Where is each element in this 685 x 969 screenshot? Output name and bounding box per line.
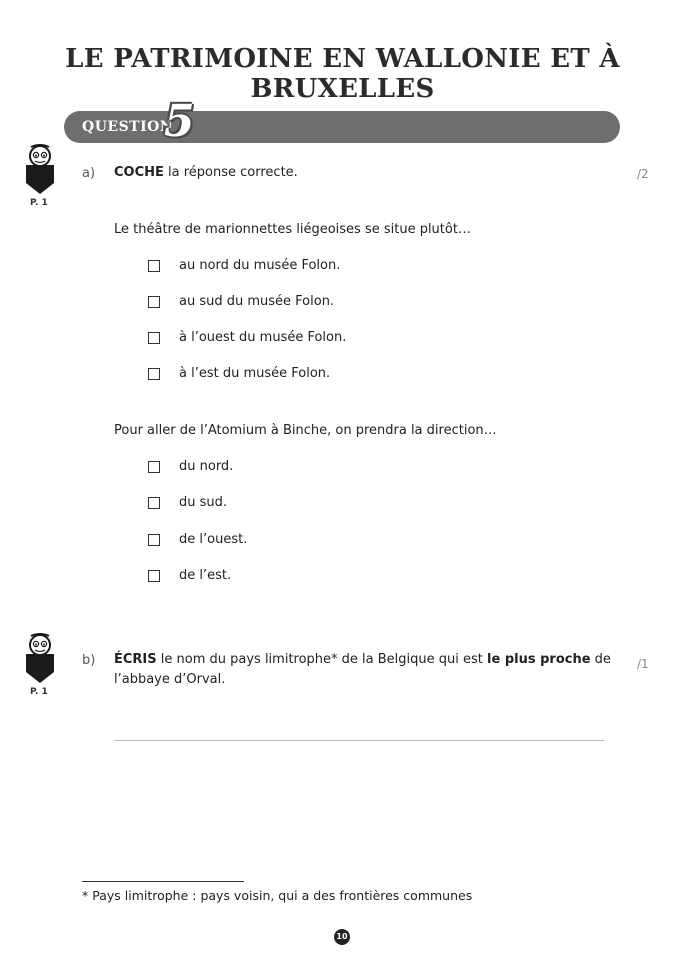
footnote: * Pays limitrophe : pays voisin, qui a des frontières communes — [82, 888, 473, 903]
checkbox[interactable] — [148, 260, 160, 272]
q1-option-3[interactable]: à l’ouest du musée Folon. — [148, 330, 346, 345]
reading-mascot-icon — [23, 632, 57, 684]
q1-option-2[interactable]: au sud du musée Folon. — [148, 294, 334, 309]
page-number: 10 — [334, 929, 350, 945]
q1-option-1[interactable]: au nord du musée Folon. — [148, 258, 340, 273]
q2-option-4[interactable]: de l’est. — [148, 568, 231, 583]
reading-mascot-icon — [23, 143, 57, 195]
question-number: 5 — [164, 96, 195, 147]
page-title: LE PATRIMOINE EN WALLONIE ET À BRUXELLES — [65, 44, 620, 104]
instruction-verb: COCHE — [114, 165, 164, 180]
page-reference: P. 1 — [30, 687, 48, 697]
checkbox[interactable] — [148, 332, 160, 344]
checkbox[interactable] — [148, 368, 160, 380]
checkbox[interactable] — [148, 534, 160, 546]
score-b: /1 — [637, 657, 649, 671]
part-b-marker: b) — [82, 653, 96, 668]
q2-option-2[interactable]: du sud. — [148, 495, 227, 510]
checkbox[interactable] — [148, 296, 160, 308]
question-1-prompt: Le théâtre de marionnettes liégeoises se situe plutôt… — [114, 222, 471, 237]
part-a-marker: a) — [82, 166, 96, 181]
page-reference: P. 1 — [30, 198, 48, 208]
score-a: /2 — [637, 167, 649, 181]
instruction-text: la réponse correcte. — [163, 165, 298, 180]
q2-option-1[interactable]: du nord. — [148, 459, 233, 474]
checkbox[interactable] — [148, 461, 160, 473]
question-label: QUESTION — [82, 119, 174, 135]
q1-option-4[interactable]: à l’est du musée Folon. — [148, 366, 330, 381]
checkbox[interactable] — [148, 497, 160, 509]
question-2-prompt: Pour aller de l’Atomium à Binche, on prendra la direction… — [114, 423, 497, 438]
answer-line[interactable] — [114, 740, 604, 741]
footnote-rule — [82, 881, 244, 882]
part-a-instruction — [114, 163, 298, 183]
checkbox[interactable] — [148, 570, 160, 582]
q2-option-3[interactable]: de l’ouest. — [148, 532, 247, 547]
part-b-instruction: ÉCRIS le nom du pays limitrophe* de la Belgique qui est le plus proche de l’abbaye d’Orval. — [114, 652, 611, 687]
